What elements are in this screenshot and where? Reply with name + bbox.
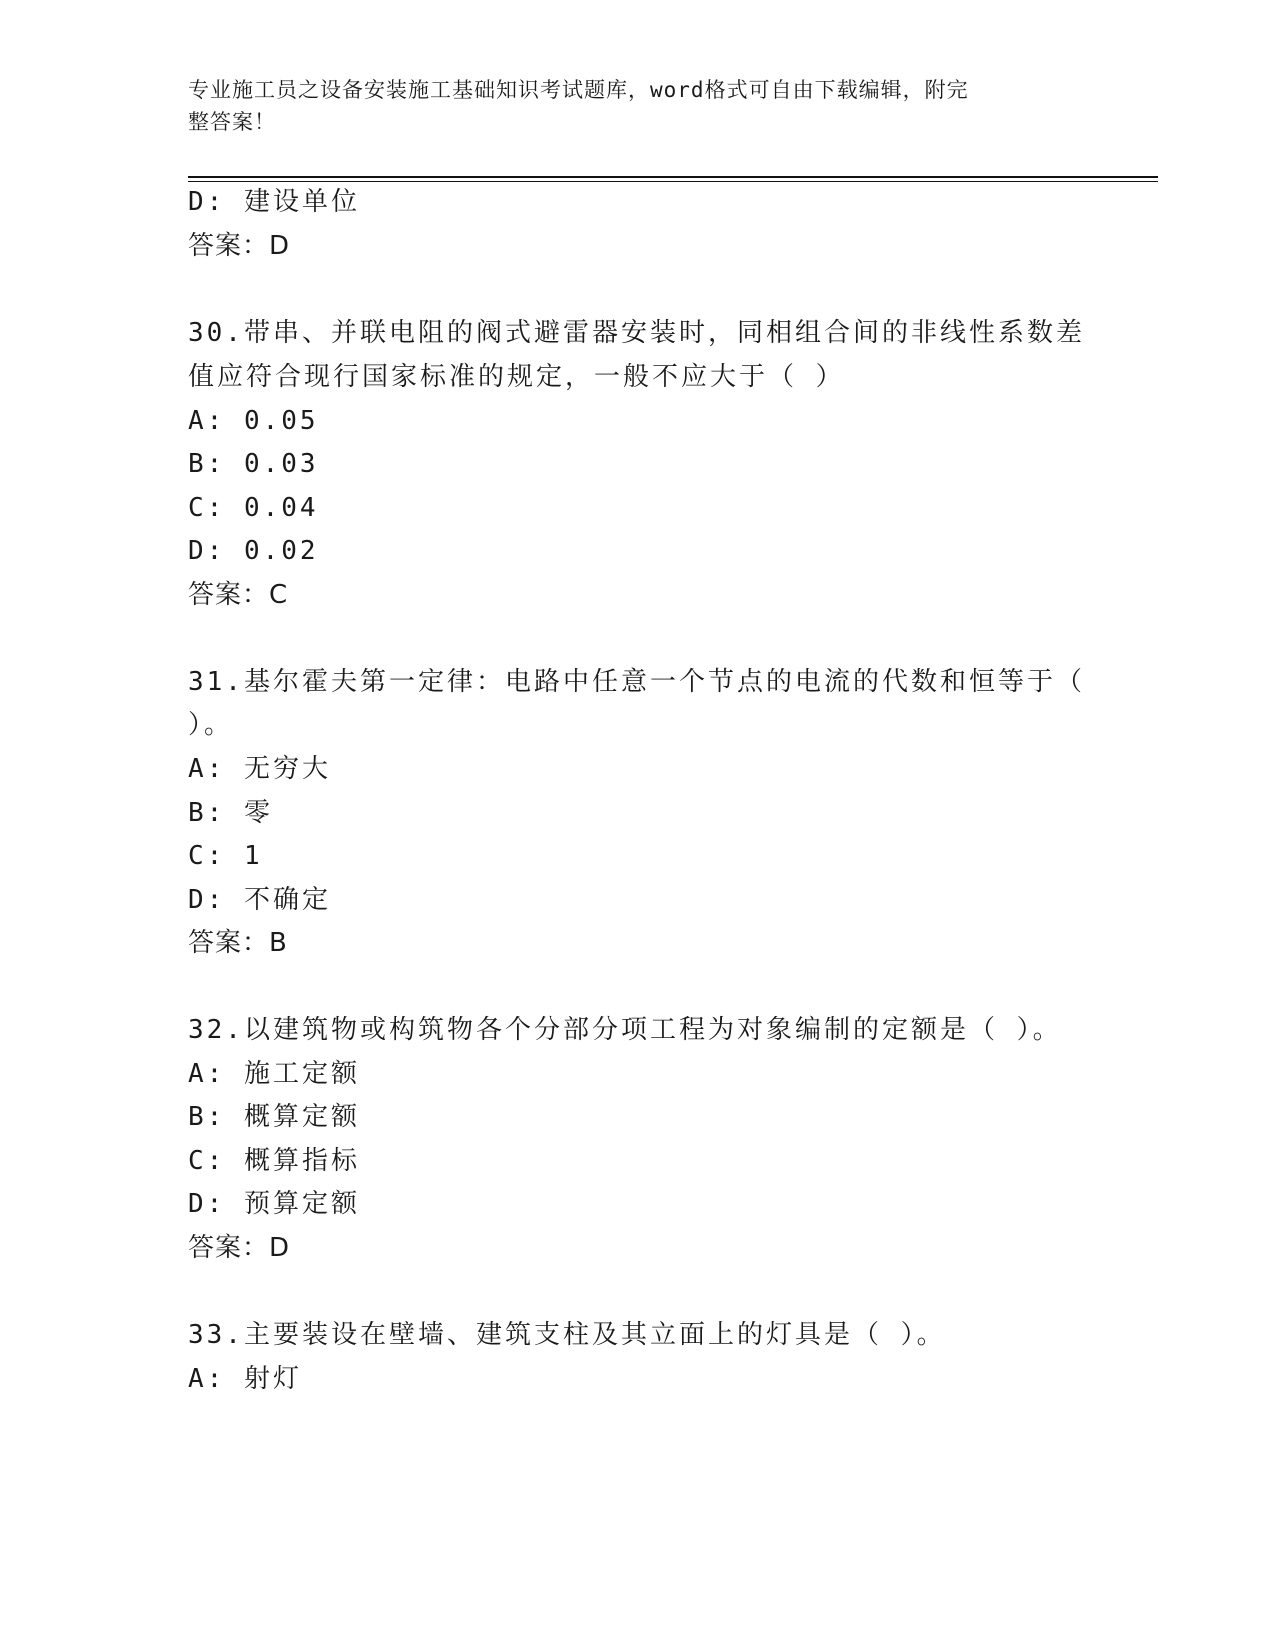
header-divider-thick — [188, 176, 1158, 178]
q32-answer: 答案：D — [188, 1233, 291, 1263]
q32-option-a: A: 施工定额 — [188, 1059, 360, 1089]
q29-answer: 答案：D — [188, 231, 291, 261]
q30-option-a: A: 0.05 — [188, 406, 319, 436]
q31-stem-line-1: 31.基尔霍夫第一定律：电路中任意一个节点的电流的代数和恒等于（ — [188, 667, 1085, 697]
header-line-2: 整答案！ — [188, 110, 276, 134]
q31-option-a: A: 无穷大 — [188, 754, 331, 784]
q32-option-d: D: 预算定额 — [188, 1189, 360, 1219]
q32-option-b: B: 概算定额 — [188, 1102, 360, 1132]
q33-option-a: A: 射灯 — [188, 1364, 302, 1394]
q32-stem-line-1: 32.以建筑物或构筑物各个分部分项工程为对象编制的定额是（ ）。 — [188, 1015, 1062, 1045]
q32-option-c: C: 概算指标 — [188, 1146, 360, 1176]
header-line-1: 专业施工员之设备安装施工基础知识考试题库，word格式可自由下载编辑，附完 — [188, 78, 969, 102]
q31-option-d: D: 不确定 — [188, 885, 331, 915]
q30-stem-line-1: 30.带串、并联电阻的阀式避雷器安装时，同相组合间的非线性系数差 — [188, 318, 1085, 348]
q30-answer: 答案：C — [188, 580, 289, 610]
q29-option-d: D: 建设单位 — [188, 187, 360, 217]
q30-option-b: B: 0.03 — [188, 449, 319, 479]
q31-stem-line-2: ）。 — [188, 710, 234, 740]
q31-option-c: C: 1 — [188, 841, 263, 871]
q30-option-c: C: 0.04 — [188, 493, 319, 523]
document-header — [188, 74, 1078, 138]
header-divider-thin — [188, 181, 1158, 182]
q30-option-d: D: 0.02 — [188, 536, 319, 566]
q33-stem-line-1: 33.主要装设在壁墙、建筑支柱及其立面上的灯具是（ ）。 — [188, 1320, 946, 1350]
q31-answer: 答案：B — [188, 928, 288, 958]
q30-stem-line-2: 值应符合现行国家标准的规定，一般不应大于（ ） — [188, 362, 845, 392]
q31-option-b: B: 零 — [188, 798, 273, 828]
